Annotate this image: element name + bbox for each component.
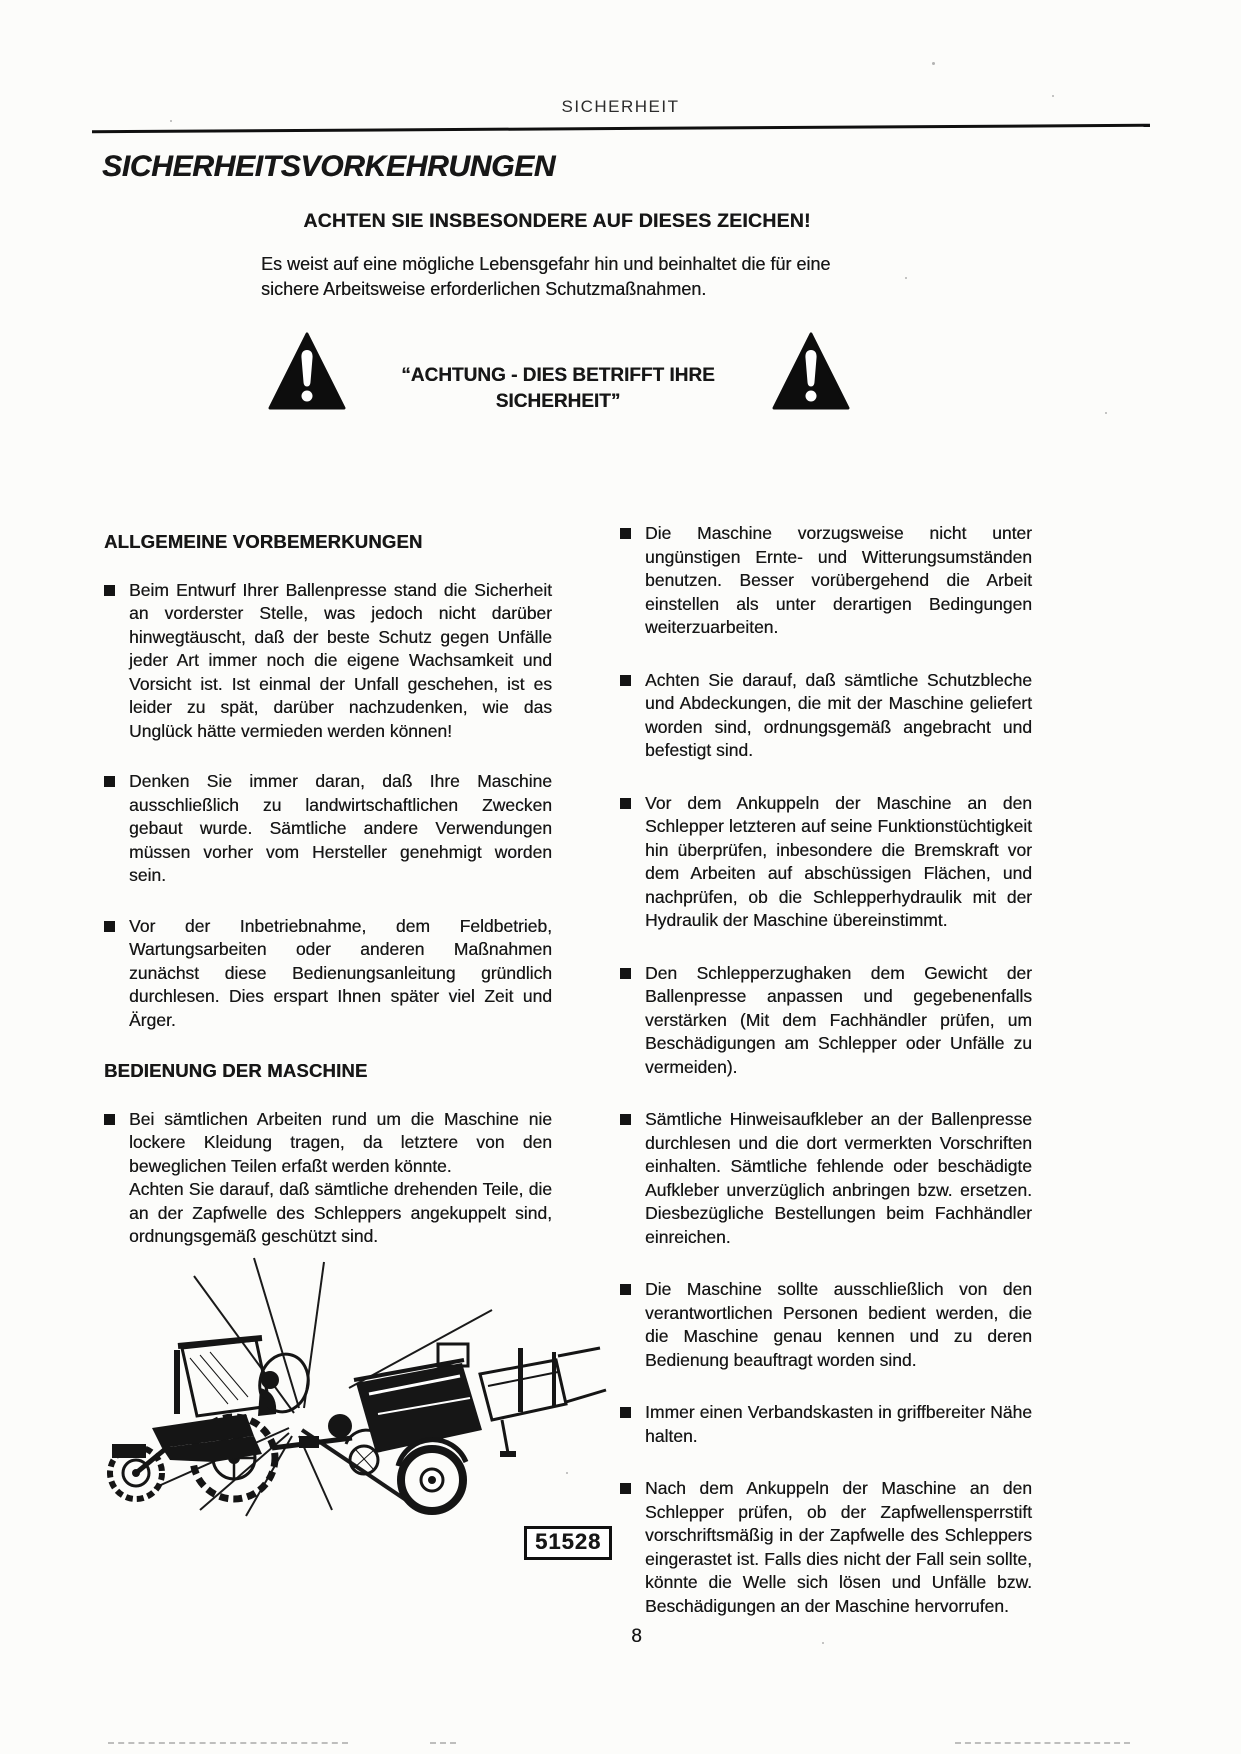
bullet-text: Sämtliche Hinweisaufkleber an der Ballenpresse durchlesen und die dort vermerkten Vorschriften einhalten. Sämtliche fehlende oder beschädigte Aufkleber unverzüglich anbringen bzw. ersetzen. Diesbezügliche Bestellungen beim Fachhändler einreichen.: [645, 1109, 1032, 1247]
figure-number-label: 51528: [524, 1526, 612, 1560]
scan-speck: [905, 277, 907, 279]
square-bullet-icon: [620, 1114, 631, 1125]
bullet-item: [620, 962, 1032, 1080]
bullet-item: [104, 915, 552, 1033]
bullet-item: [104, 1108, 552, 1249]
bullet-text: Die Maschine sollte ausschließlich von den verantwortlichen Personen bedient werden, die die Maschine genau kennen und zu deren Bedienung beauftragt worden sind.: [645, 1279, 1032, 1370]
square-bullet-icon: [620, 1407, 631, 1418]
bullet-item: [620, 1401, 1032, 1448]
bullet-text: Immer einen Verbandskasten in griffbereiter Nähe halten.: [645, 1402, 1032, 1446]
warning-caption: “ACHTUNG - DIES BETRIFFT IHRE SICHERHEIT”: [401, 365, 715, 412]
square-bullet-icon: [104, 1114, 115, 1125]
bullet-item: [620, 669, 1032, 763]
square-bullet-icon: [620, 1284, 631, 1295]
warning-triangle-icon: [268, 332, 346, 412]
page-number: 8: [631, 1626, 642, 1647]
page-title: SICHERHEITSVORKEHRUNGEN: [102, 150, 556, 183]
header-rule: [92, 124, 1150, 133]
square-bullet-icon: [620, 675, 631, 686]
section-heading-allgemeine-vorbemerkungen: ALLGEMEINE VORBEMERKUNGEN: [104, 531, 423, 552]
tractor-baler-illustration: [94, 1248, 618, 1570]
scan-artifact: [108, 1742, 348, 1744]
scan-speck: [932, 62, 935, 65]
bullet-item: [104, 579, 552, 744]
bullet-text: Die Maschine vorzugsweise nicht unter ungünstigen Ernte- und Witterungsumständen benutzen. Besser vorübergehend die Arbeit einstellen als unter derartigen Bedingungen weiterzuarbeiten.: [645, 523, 1032, 637]
bullet-text: Vor dem Ankuppeln der Maschine an den Schlepper letzteren auf seine Funktionstüchtigkeit hin überprüfen, inbesondere die Bremskraft vor dem Arbeiten auf abschüssigen Flächen, und nachprüfen, ob die Schlepperhydraulik mit der Hydraulik der Maschine übereinstimmt.: [645, 792, 1032, 930]
scan-artifact: [955, 1742, 1130, 1744]
scan-speck: [566, 1472, 568, 1474]
bullet-item: [104, 770, 552, 888]
section-heading-bedienung-der-maschine: BEDIENUNG DER MASCHINE: [104, 1060, 368, 1081]
bullet-list: [104, 1108, 552, 1249]
scan-artifact: [430, 1742, 456, 1744]
right-column: [620, 522, 1032, 1647]
square-bullet-icon: [104, 921, 115, 932]
running-header: SICHERHEIT: [561, 97, 680, 116]
bullet-text: Achten Sie darauf, daß sämtliche Schutzbleche und Abdeckungen, die mit der Maschine geliefert worden sind, ordnungsgemäß angebracht und befestigt sind.: [645, 669, 1032, 760]
scan-speck: [822, 1642, 824, 1644]
square-bullet-icon: [104, 776, 115, 787]
bullet-text: Nach dem Ankuppeln der Maschine an den Schlepper prüfen, ob der Zapfwellensperrstift vorschriftsmäßig in der Zapfwelle des Schleppers eingerastet ist. Falls dies nicht der Fall sein sollte, könnte die Welle sich lösen und Unfälle bzw. Beschädigungen an der Maschine hervorrufen.: [645, 1478, 1032, 1616]
bullet-item: [620, 792, 1032, 933]
intro-paragraph: Es weist auf eine mögliche Lebensgefahr hin und beinhaltet die für eine sichere Arbeitsweise erforderlichen Schutzmaßnahmen.: [261, 254, 831, 299]
left-column: [104, 530, 552, 1276]
bullet-text: [129, 1108, 552, 1249]
warning-triangle-icon: [772, 332, 850, 412]
bullet-item: [620, 522, 1032, 640]
square-bullet-icon: [620, 968, 631, 979]
bullet-paragraph: Bei sämtlichen Arbeiten rund um die Maschine nie lockere Kleidung tragen, da letztere von den beweglichen Teilen erfaßt werden könnte.: [129, 1108, 552, 1176]
bullet-item: [620, 1278, 1032, 1372]
attention-heading: ACHTEN SIE INSBESONDERE AUF DIESES ZEICHEN!: [303, 210, 811, 232]
bullet-text: Denken Sie immer daran, daß Ihre Maschine ausschließlich zu landwirtschaftlichen Zwecken gebaut wurde. Sämtliche andere Verwendungen müssen vorher vom Hersteller genehmigt worden sein.: [129, 771, 552, 885]
bullet-text: Den Schlepperzughaken dem Gewicht der Ballenpresse anpassen und gegebenenfalls verstärken (Mit dem Fachhändler prüfen, um Beschädigungen am Schlepper oder Unfälle zu vermeiden).: [645, 962, 1032, 1077]
square-bullet-icon: [620, 798, 631, 809]
scan-speck: [170, 120, 172, 122]
square-bullet-icon: [104, 585, 115, 596]
bullet-text: Vor der Inbetriebnahme, dem Feldbetrieb, Wartungsarbeiten oder anderen Maßnahmen zunächst diese Bedienungsanleitung gründlich durchlesen. Dies erspart Ihnen später viel Zeit und Ärger.: [129, 915, 552, 1030]
square-bullet-icon: [620, 528, 631, 539]
tractor-baler-drawing: [94, 1248, 618, 1570]
bullet-item: [620, 1108, 1032, 1249]
bullet-paragraph: Achten Sie darauf, daß sämtliche drehenden Teile, die an der Zapfwelle des Schleppers angekuppelt sind, ordnungsgemäß geschützt sind.: [129, 1179, 552, 1246]
square-bullet-icon: [620, 1483, 631, 1494]
bullet-text: Beim Entwurf Ihrer Ballenpresse stand die Sicherheit an vorderster Stelle, was jedoch nicht darüber hinwegtäuscht, daß der beste Schutz gegen Unfälle jeder Art immer noch die eigene Wachsamkeit und Vorsicht ist. Ist einmal der Unfall geschehen, ist es leider zu spät, darüber nachzudenken, wie das Unglück hätte vermieden werden können!: [129, 579, 552, 741]
bullet-list: [104, 579, 552, 1033]
bullet-list: [620, 522, 1032, 1618]
scan-speck: [1105, 412, 1107, 414]
scan-speck: [1052, 95, 1054, 97]
bullet-item: [620, 1477, 1032, 1618]
